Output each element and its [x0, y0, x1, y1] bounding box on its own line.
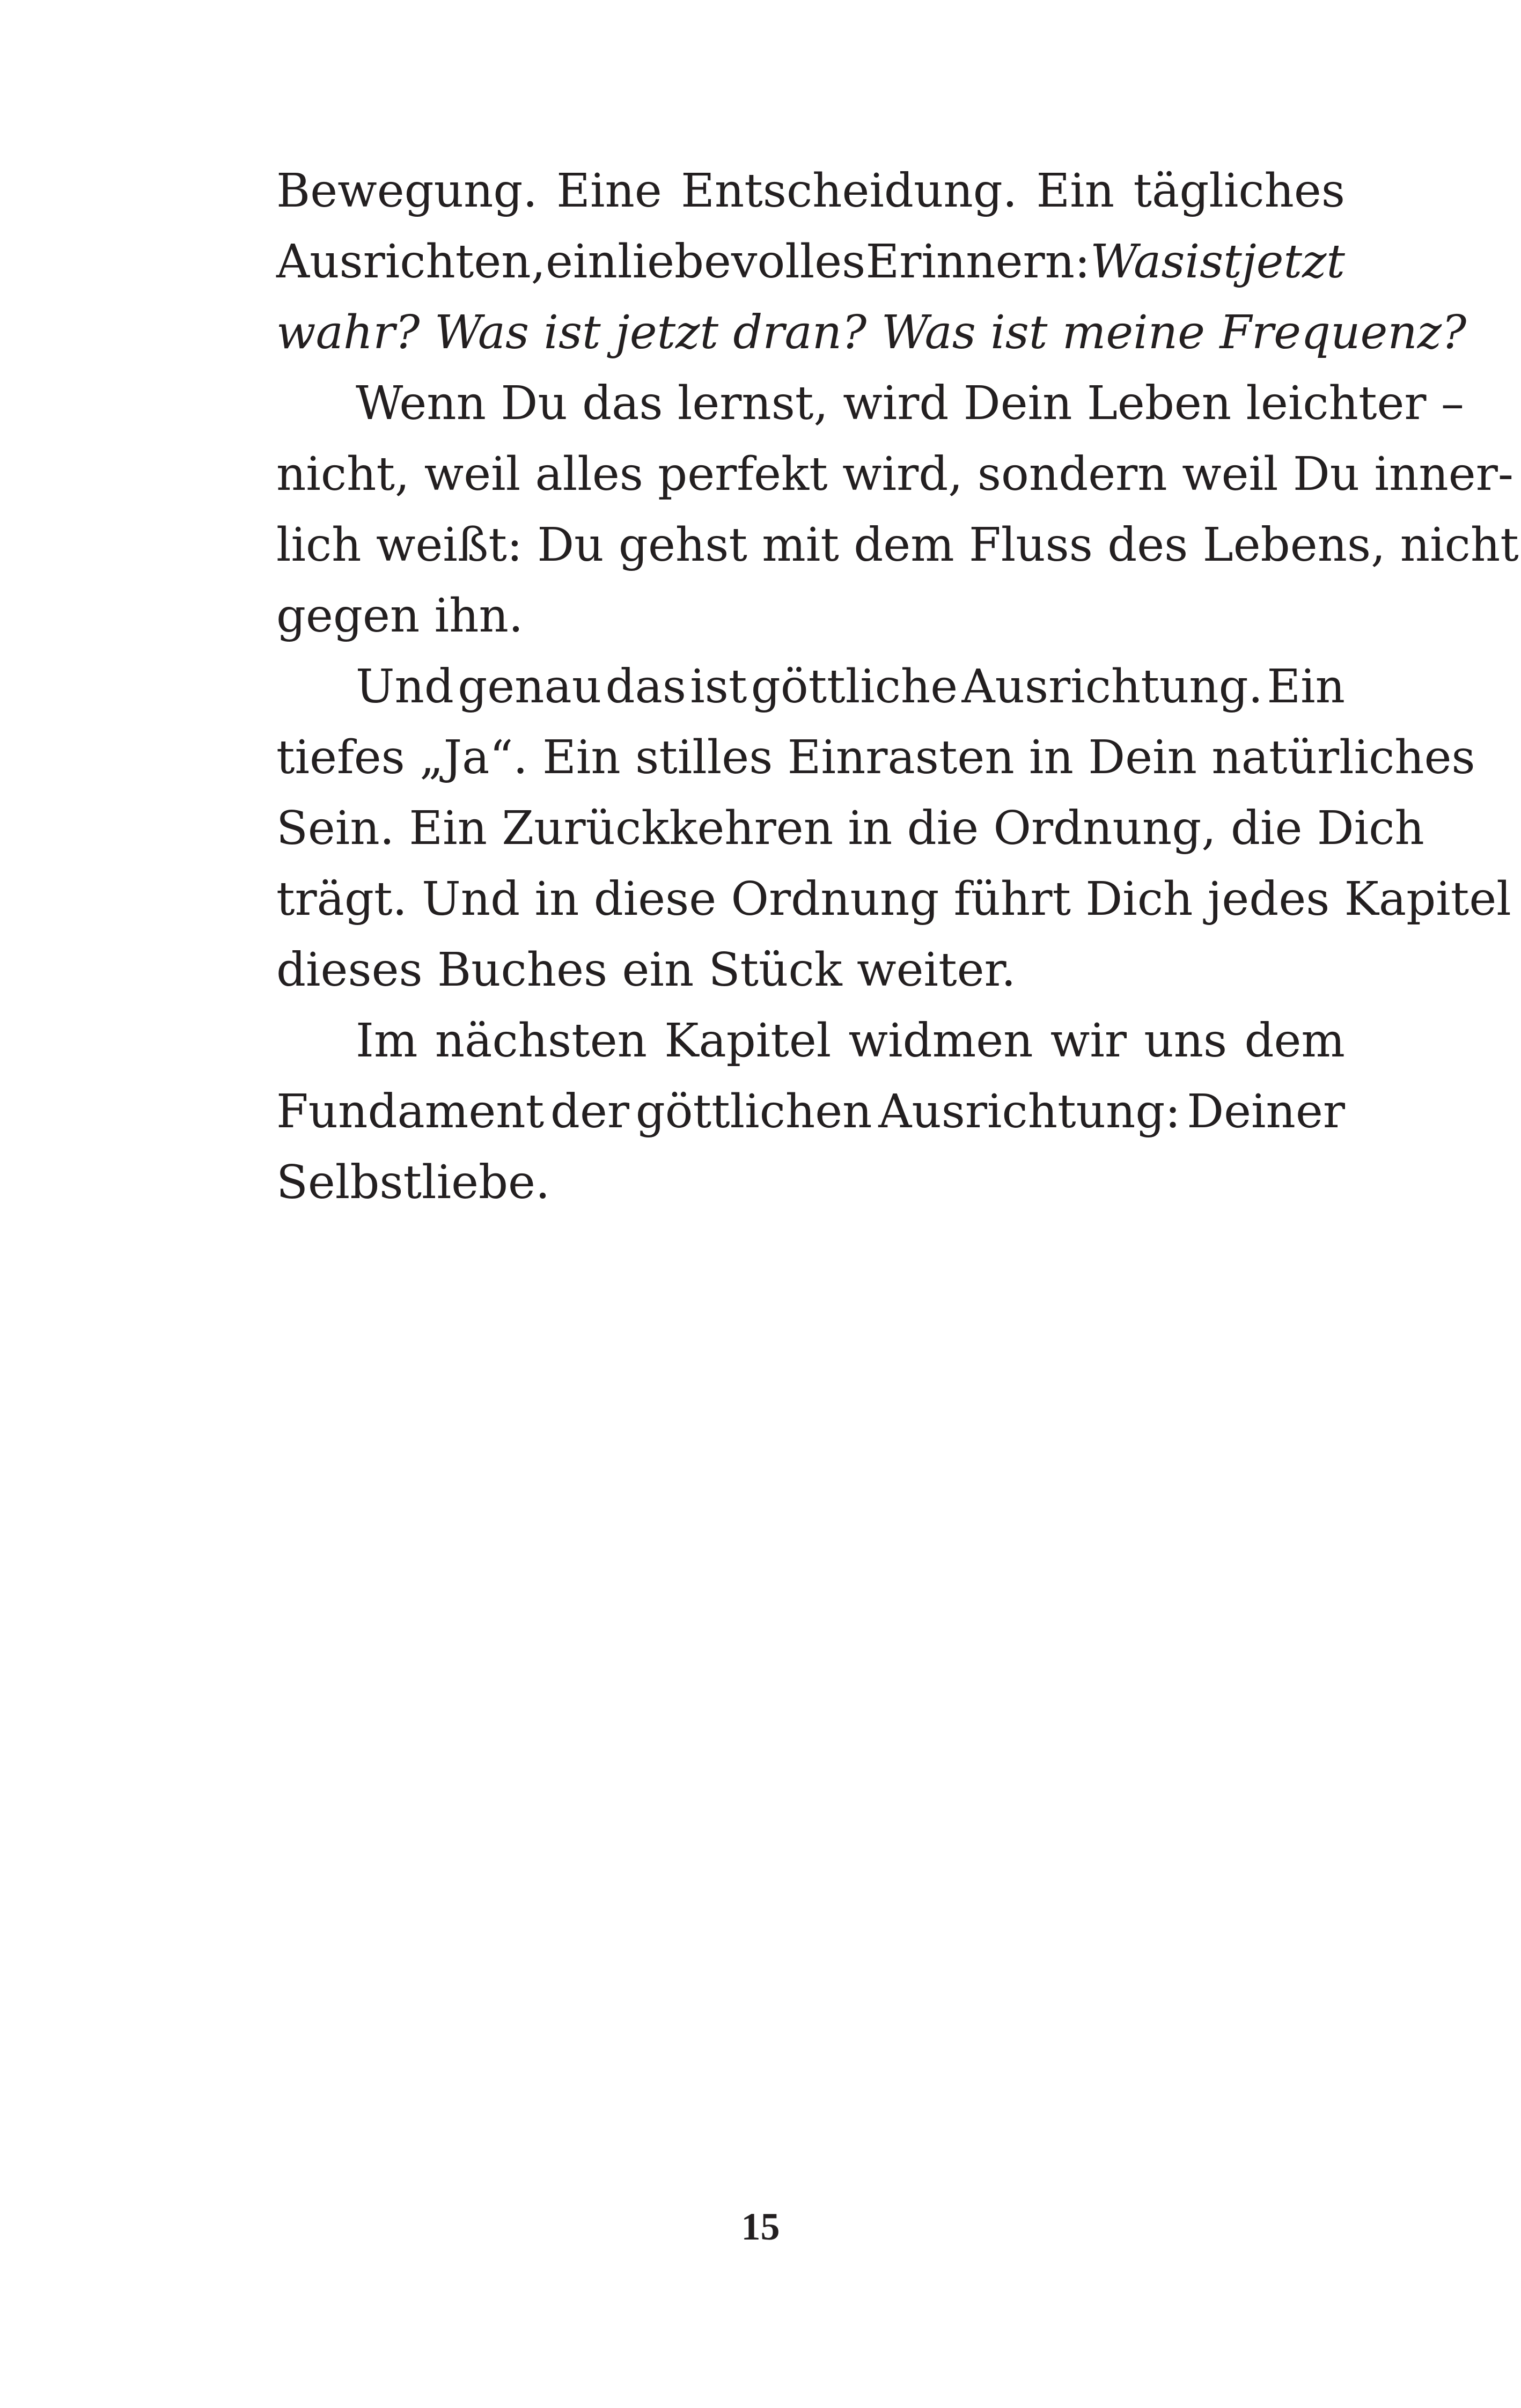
word: Entscheidung.: [681, 164, 1018, 218]
text-line: tiefes „Ja“. Ein stilles Einrasten in Dein natürliches: [276, 731, 1475, 784]
text-line: Sein. Ein Zurückkehren in die Ordnung, die Dich: [276, 802, 1424, 855]
word: Fundament: [276, 1085, 545, 1139]
text-line: gegen ihn.: [276, 589, 524, 643]
page-number: 15: [741, 2205, 780, 2248]
word: dem: [1244, 1014, 1345, 1068]
word: liebevolles: [618, 235, 866, 289]
text-line: nicht, weil alles perfekt wird, sondern weil Du inner-: [276, 447, 1513, 501]
word: Deiner: [1187, 1085, 1345, 1139]
word: Im: [356, 1014, 418, 1068]
word: Ausrichtung:: [878, 1085, 1181, 1139]
text-line: [276, 156, 1345, 226]
word: jetzt: [1241, 235, 1345, 289]
word: Und: [356, 660, 454, 714]
text-line: dieses Buches ein Stück weiter.: [276, 943, 1016, 997]
word: uns: [1144, 1014, 1228, 1068]
word: Ausrichten,: [276, 235, 546, 289]
text-line: Wenn Du das lernst, wird Dein Leben leichter –: [356, 377, 1464, 430]
word: tägliches: [1133, 164, 1345, 218]
word: nächsten: [435, 1014, 647, 1068]
word: Was: [1090, 235, 1185, 289]
word: ist: [690, 660, 747, 714]
word: genau: [458, 660, 602, 714]
word: Kapitel: [664, 1014, 832, 1068]
word: Erinnern:: [865, 235, 1090, 289]
word: das: [605, 660, 686, 714]
word: ist: [1185, 235, 1242, 289]
word: Bewegung.: [276, 164, 538, 218]
word: göttliche: [751, 660, 958, 714]
text-line: [276, 226, 1345, 297]
word: Ein: [1036, 164, 1115, 218]
text-line: [276, 1076, 1345, 1147]
text-line: [356, 651, 1345, 722]
text-line: [356, 1005, 1345, 1076]
word: wir: [1050, 1014, 1127, 1068]
text-line: lich weißt: Du gehst mit dem Fluss des Lebens, nicht: [276, 518, 1519, 572]
word: göttlichen: [635, 1085, 872, 1139]
text-line: Selbstliebe.: [276, 1156, 550, 1209]
word: widmen: [848, 1014, 1033, 1068]
word: der: [550, 1085, 629, 1139]
text-line: trägt. Und in diese Ordnung führt Dich jedes Kapitel: [276, 872, 1511, 926]
italic-question: wahr? Was ist jetzt dran? Was ist meine Frequenz?: [276, 306, 1467, 359]
word: ein: [546, 235, 618, 289]
text-line: [276, 297, 1466, 368]
word: Eine: [556, 164, 662, 218]
word: Ausrichtung.: [961, 660, 1263, 714]
word: Ein: [1267, 660, 1345, 714]
